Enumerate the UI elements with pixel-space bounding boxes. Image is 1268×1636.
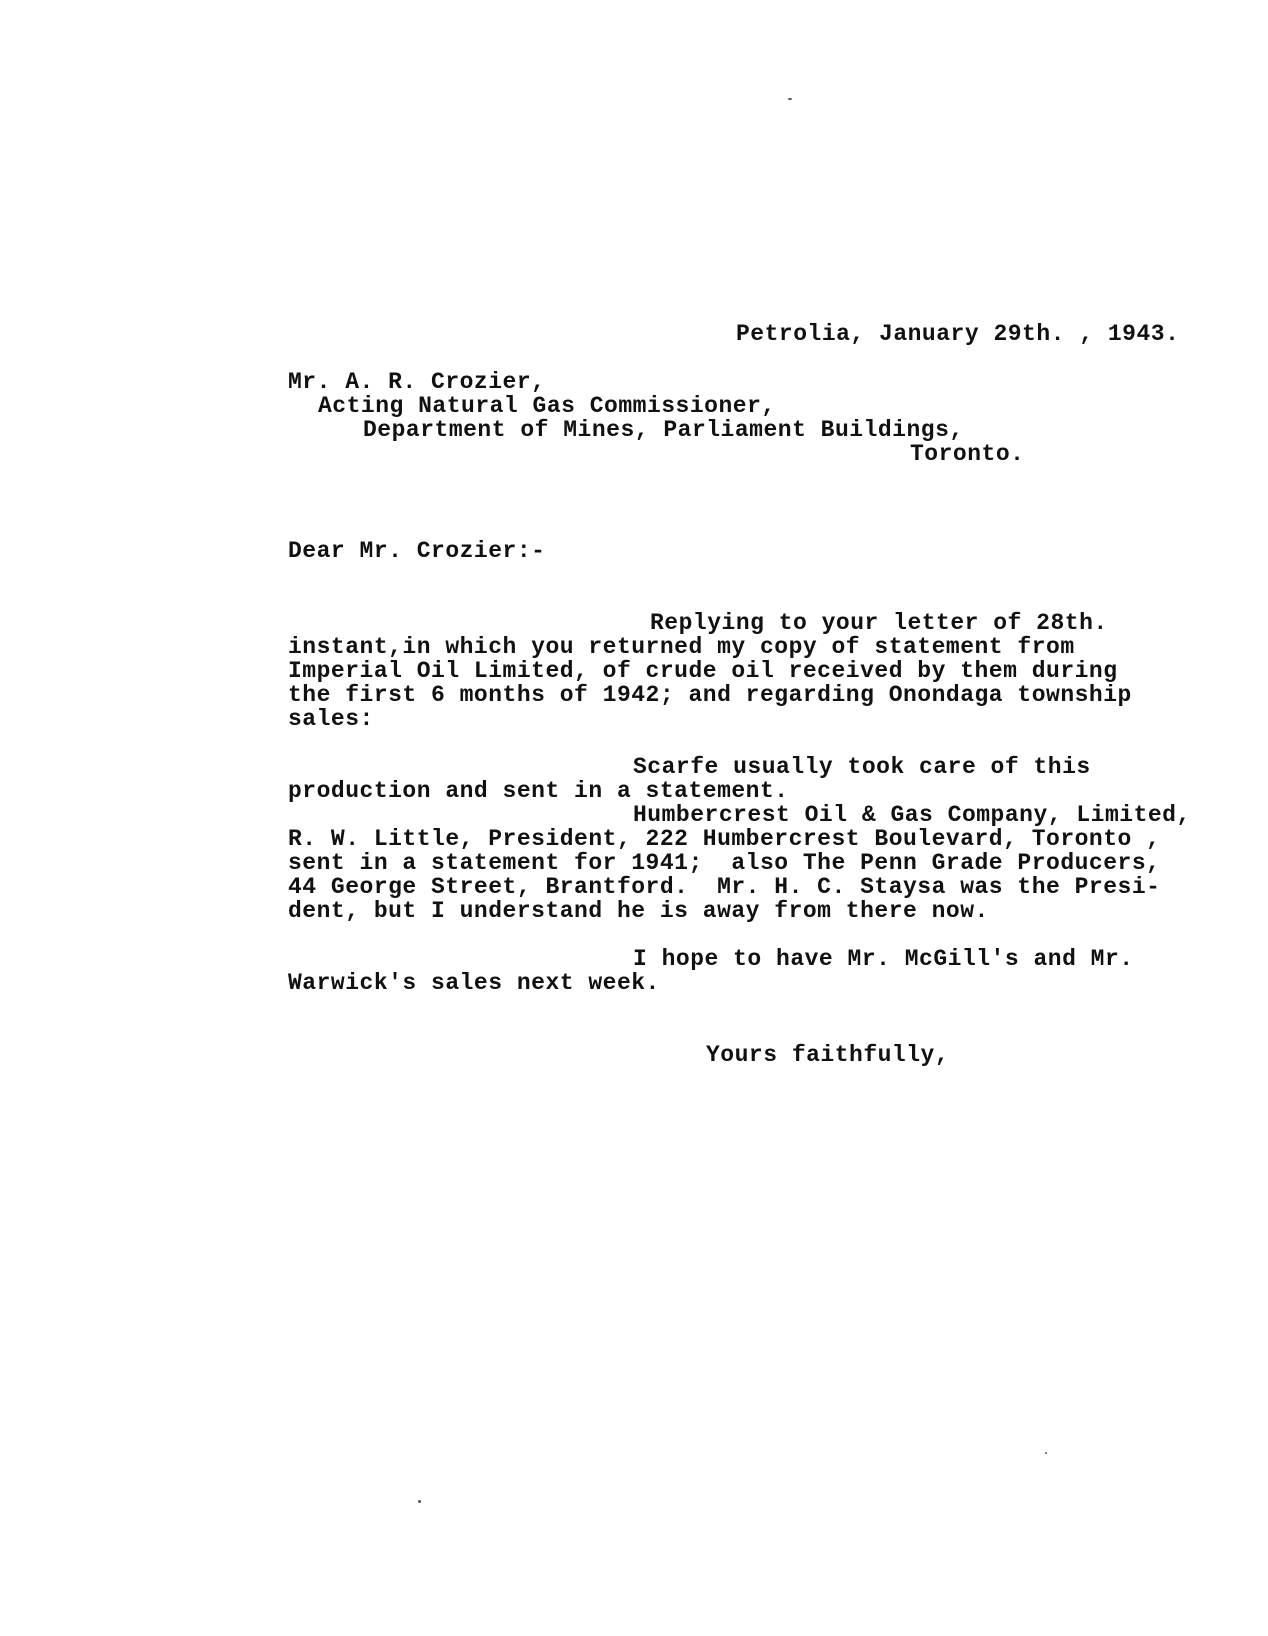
paragraph2-line: 44 George Street, Brantford. Mr. H. C. Staysa was the Presi- (288, 874, 1161, 900)
salutation: Dear Mr. Crozier:- (288, 538, 546, 564)
paragraph1-line: Replying to your letter of 28th. (650, 610, 1108, 636)
recipient-name: Mr. A. R. Crozier, (288, 369, 546, 395)
scan-speck (418, 1500, 421, 1503)
recipient-title: Acting Natural Gas Commissioner, (318, 393, 776, 419)
paragraph2-line: dent, but I understand he is away from there now. (288, 898, 989, 924)
paragraph3-line: Warwick's sales next week. (288, 970, 660, 996)
paragraph2-line: production and sent in a statement. (288, 778, 789, 804)
paragraph2-line: sent in a statement for 1941; also The Penn Grade Producers, (288, 850, 1161, 876)
paragraph3-line: I hope to have Mr. McGill's and Mr. (633, 946, 1134, 972)
paragraph2-line: R. W. Little, President, 222 Humbercrest Boulevard, Toronto , (288, 826, 1161, 852)
dateline: Petrolia, January 29th. , 1943. (736, 321, 1180, 347)
recipient-department: Department of Mines, Parliament Buildings, (363, 417, 964, 443)
paragraph2-line: Humbercrest Oil & Gas Company, Limited, (633, 802, 1191, 828)
paragraph1-line: Imperial Oil Limited, of crude oil received by them during (288, 658, 1118, 684)
paragraph1-line: sales: (288, 706, 374, 732)
closing: Yours faithfully, (706, 1042, 950, 1068)
paragraph2-line: Scarfe usually took care of this (633, 754, 1091, 780)
paragraph1-line: instant,in which you returned my copy of statement from (288, 634, 1075, 660)
recipient-city: Toronto. (910, 441, 1025, 467)
scan-speck (788, 98, 792, 100)
scan-speck (1045, 1452, 1047, 1454)
paragraph1-line: the first 6 months of 1942; and regarding Onondaga township (288, 682, 1132, 708)
